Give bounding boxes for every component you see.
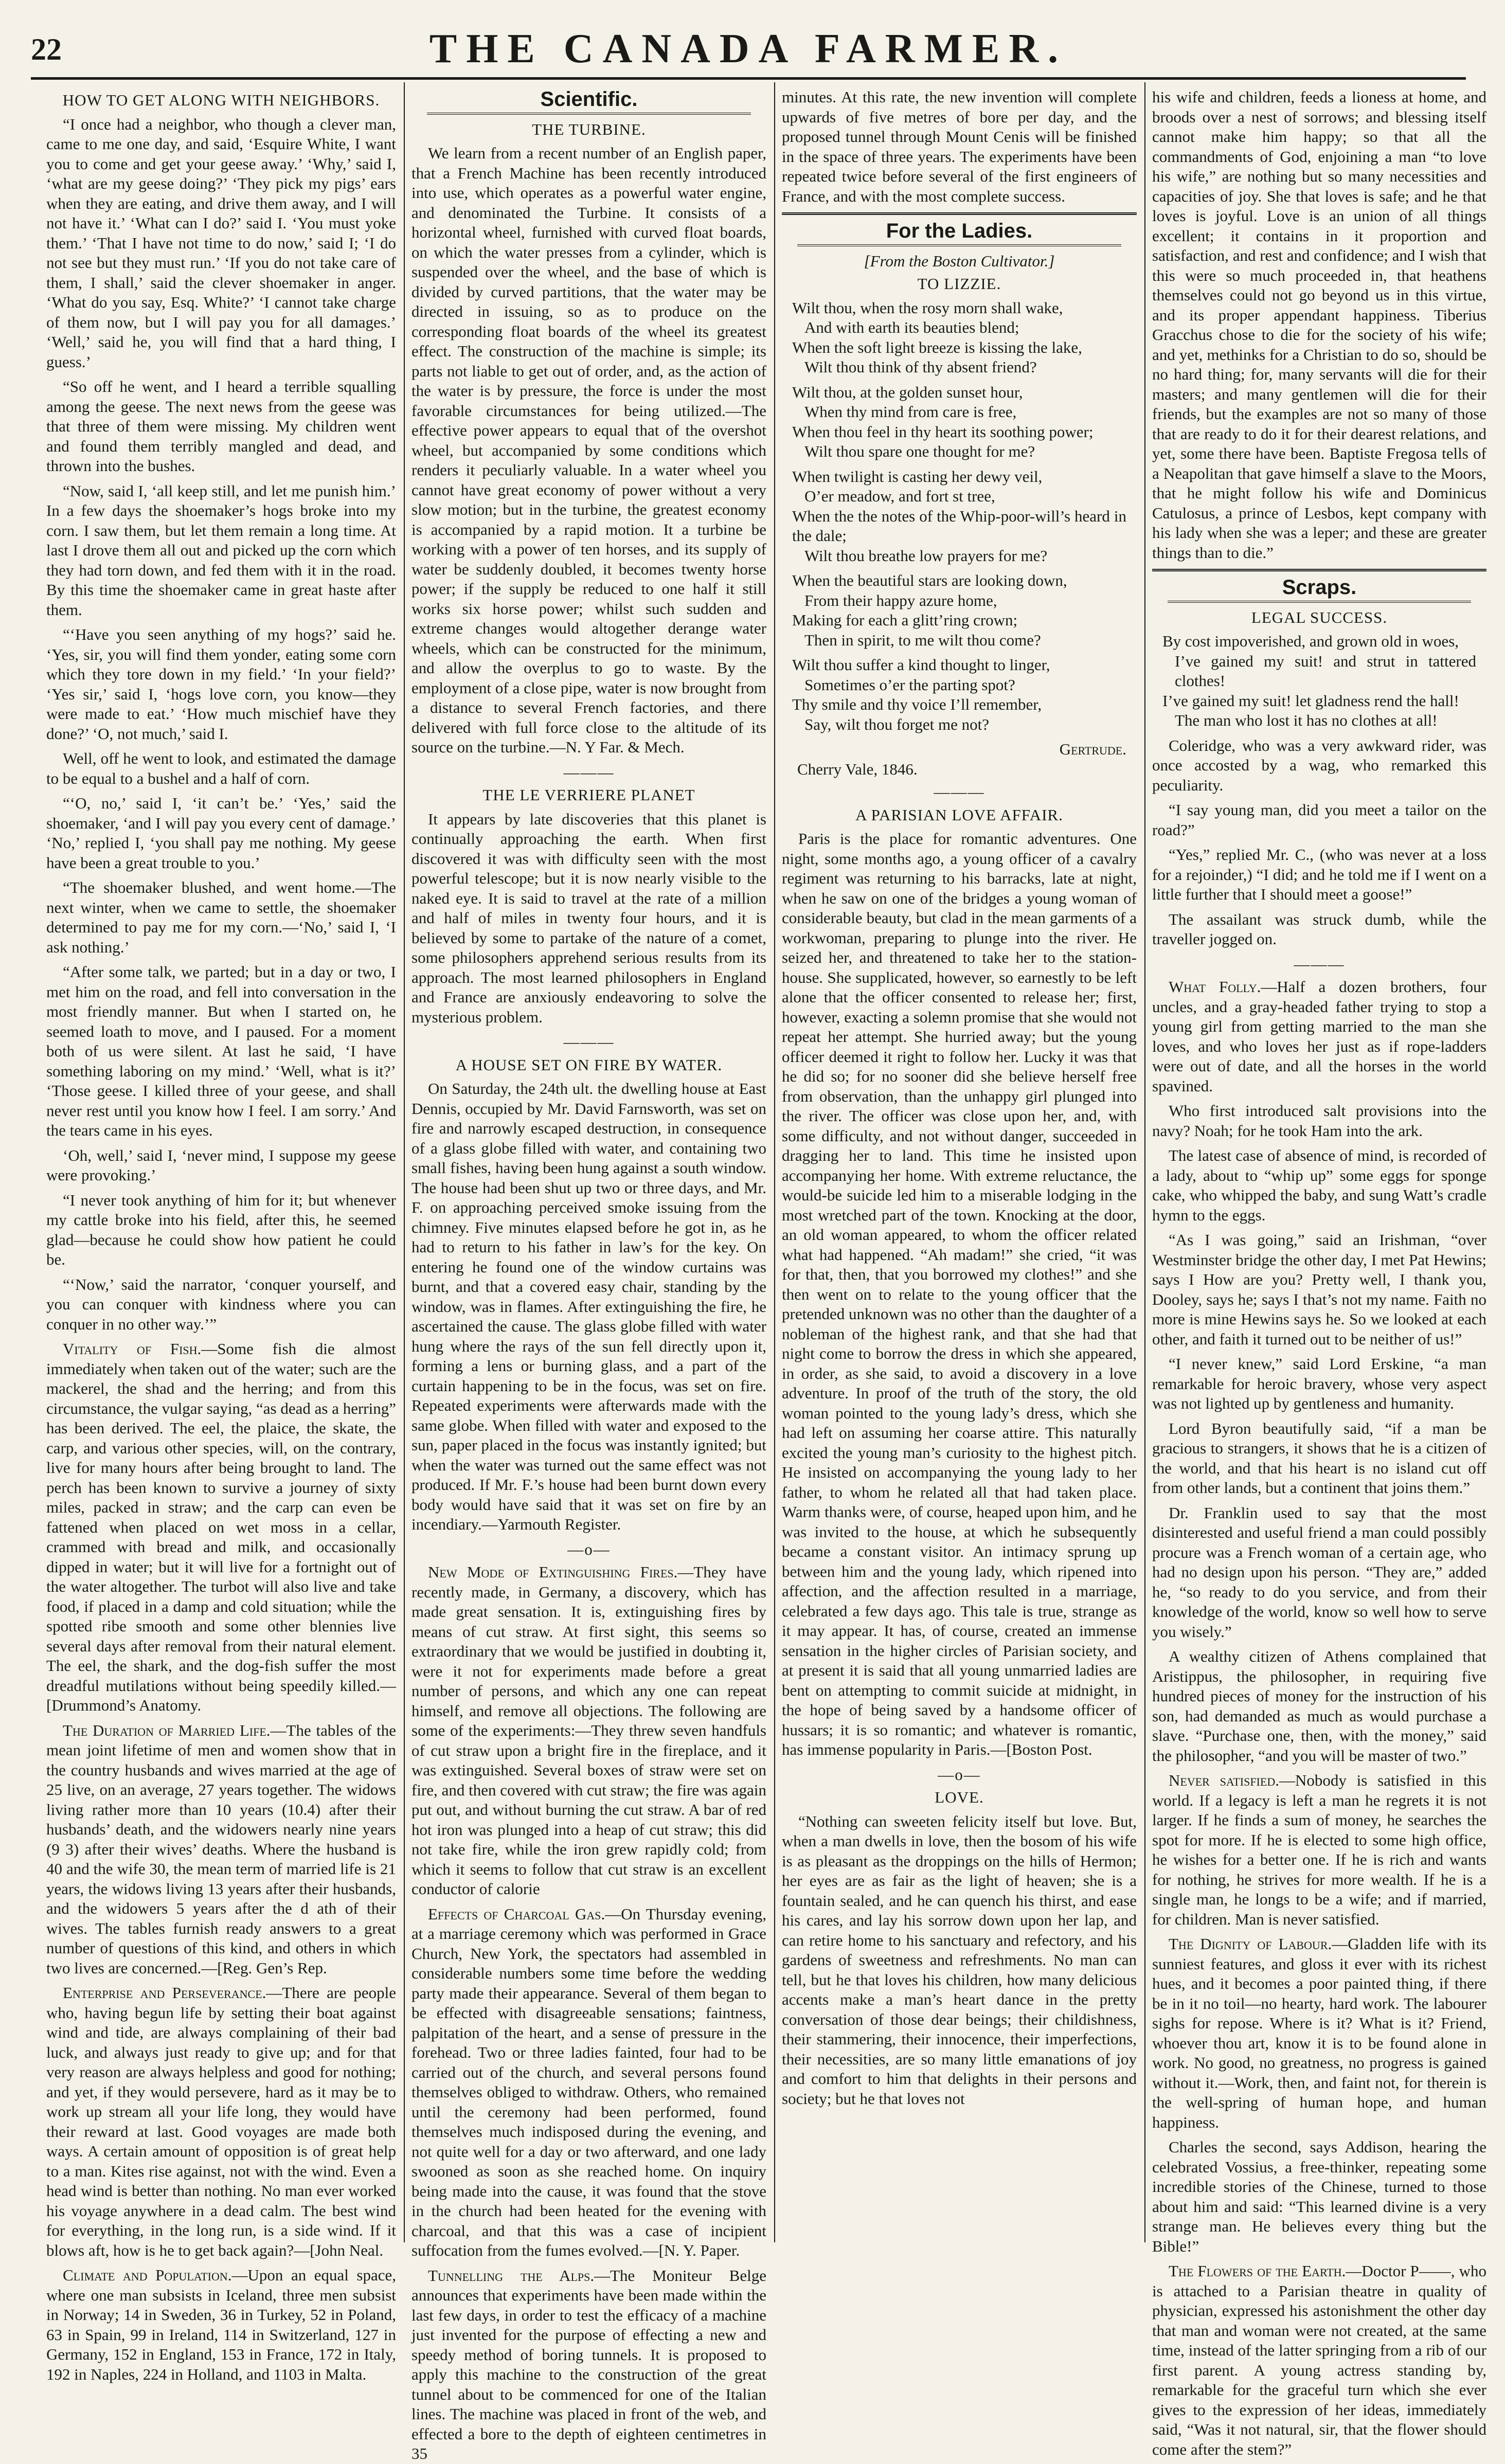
news-item: [46, 1339, 396, 1716]
news-item: [411, 1562, 766, 1899]
anecdote-coleridge: [1152, 736, 1486, 949]
item-text: —On Thursday evening, at a marriage ceremony which was performed in Grace Church, New York, the spectators had assembled in considerable numbers some time before the wedding party made their appearance. Several of them began to be effected with disagreeable sensations; faintness, palpitation of the heart, and a sense of pressure in the forehead. Two or three ladies fainted, four had to be carried out of the church, and several persons found themselves obliged to withdraw. Others, who remained until the ceremony had been performed, found themselves much indisposed during the evening, and not quite well for a day or two afterward, and one lady swooned as soon as she reached home. On inquiry being made into the cause, it was found that the stove in the church had been heated for the evening with charcoal, and that this was a case of incipient suffocation from the fumes evolved.—[N. Y. Paper.: [411, 1904, 767, 2259]
poem-line: When thou feel in thy heart its soothing power;: [792, 422, 1094, 441]
poem-line: Wilt thou suffer a kind thought to linger,: [792, 656, 1050, 674]
news-item: [1152, 1146, 1486, 1225]
item-text: Charles the second, says Addison, hearing the celebrated Vossius, a free-thinker, repeating some incredible stories of the Chinese, turned to those about him and said: “This learned divine is a very strange man. He believes every thing but the Bible!”: [1152, 2138, 1486, 2255]
column-4: [1152, 87, 1486, 2458]
item-text: —Doctor P——, who is attached to a Parisian theatre in quality of physician, expressed his astonishment the other day that man and woman were not created, at the same time, instead of the latter springing from a rib of our first parent. A young actress standing by, remarkable for the graceful turn which she ever gives to the expression of her ideas, immediately said, “Was it not natural, sir, that the flower should come after the stem?”: [1152, 2262, 1486, 2458]
poem-line: Thy smile and thy voice I’ll remember,: [792, 695, 1042, 713]
news-item: [46, 1721, 396, 1979]
poem-line: The man who lost it has no clothes at all!: [1175, 711, 1438, 729]
item-lead: Never satisfied.: [1169, 1771, 1279, 1789]
item-text: —They have recently made, in Germany, a discovery, which has made great sensation. It is, extinguishing fires by means of cut straw. At first sight, this seems so extraordinary that we would be justified in doubting it, were it not for experiments made before a great number of persons, and which any one can repeat himself, and remove all objections. The following are some of the experiments:—They threw seven handfuls of cut straw upon a bright fire in the fireplace, and it was extinguished. Several boxes of straw were set on fire, and then covered with cut straw; the fire was again put out, and without burning the cut straw. A bar of red hot iron was plunged into a heap of cut straw; this did not take fire, while the iron grew rapidly cold; from which it seems to follow that cut straw is an excellent conductor of calorie: [411, 1563, 766, 1898]
column-3: [782, 87, 1137, 2240]
news-item: [1152, 1419, 1486, 1498]
item-text: —There are people who, having begun life by setting their boat against wind and tide, are always complaining of their bad luck, and always just ready to give up; and for that very reason are always helpless and good for nothing; and yet, if they would persevere, hard as it may be to work up stream all your life long, they would have their reward at last. Good voyages are made both ways. A certain amount of opposition is of great help to a man. Kites rise against, not with the wind. Even a head wind is better than nothing. No man ever worked his voyage anywhere in a dead calm. The best wind for everything, in the long run, is a side wind. If it blows aft, how is he to get back again?—[John Neal.: [46, 1984, 396, 2259]
poem-signature: Gertrude.: [1059, 740, 1126, 758]
poem-line: O’er meadow, and fort st tree,: [804, 487, 995, 505]
page-number: 22: [31, 32, 62, 66]
separator: ———: [563, 1033, 615, 1051]
section-heading-ladies: For the Ladies.: [886, 220, 1033, 242]
news-item: [46, 1983, 396, 2260]
article-turbine: We learn from a recent number of an English paper, that a French Machine has been recently introduced into use, which operates as a powerful water engine, and denominated the Turbine. It consists of a horizontal wheel, furnished with curved float boards, on which the water presses from a cylinder, which is suspended over the wheel, and the base of which is divided by curved partitions, that the water may be directed in issuing, so as to produce on the corresponding float boards of the wheel its greatest effect. The construction of the machine is simple; its parts not liable to get out of order, and, as the action of the water is by pressure, the force is under the most favorable circumstances for being utilized.—The effective power appears to equal that of the overshot wheel, but accompanied by some conditions which renders it peculiarly valuable. In a water wheel you cannot have great economy of power without a very slow motion; but in the turbine, the greatest economy is accompanied by a rapid motion. It a turbine be working with a power of ten horses, and its supply of water be suddenly doubled, it becomes twenty horse power; if the supply be reduced to one half it still works six horse power; whilst such sudden and extreme changes would altogether derange water wheels, which can be constructed for the minimum, and allow the overplus to go to waste. By the employment of a close pipe, water is now brought from a distance to several French factories, and there delivered with full force close to the altitude of its source on the turbine.—N. Y Far. & Mech.: [411, 144, 766, 756]
paragraph: Coleridge, who was a very awkward rider, was once accosted by a wag, who remarked this peculiarity.: [1152, 736, 1486, 794]
paragraph: “Yes,” replied Mr. C., (who was never at a loss for a rejoinder,) “I did; and he told me if I went on a little further that I should meet a goose!”: [1152, 846, 1486, 903]
paragraph: “I once had a neighbor, who though a clever man, came to me one day, and said, ‘Esquire White, I want you to come and get your geese away.’ ‘Why,’ said I, ‘what are my geese doing?’ ‘They pick my pigs’ ears when they are eating, and drive them away, and I will not have it.’ ‘What can I do?’ said I. ‘You must yoke them.’ ‘That I have not time to do now,’ said I; ‘I do not see but they must run.’ ‘If you do not take care of them, I shall,’ said the clever shoemaker in anger. ‘What do you say, Esq. White?’ ‘I cannot take charge of them now, but I will pay you for all damages.’ ‘Well,’ said he, you will find that a hard thing, I guess.’: [46, 115, 396, 371]
separator: ———: [1294, 955, 1345, 973]
article-parisian: Paris is the place for romantic adventures. One night, some months ago, a young officer of a cavalry regiment was returning to his barracks, late at night, when he saw on one of the bridges a young woman of considerable beauty, but clad in the mean garments of a workwoman, preparing to plunge into the river. He seized her, and threatened to take her to the station-house. She supplicated, however, so earnestly to be left alone that the officer consented to release her; first, however, exacting a solemn promise that she would not repeat her attempt. She hurried away; but the young officer deemed it right to follow her. Lucky it was that he did so; for no sooner did she believe herself free from observation, than the unhappy girl plunged into the river. The officer was close upon her, and, with some difficulty, and not without danger, succeeded in dragging her to land. This time he insisted upon accompanying her home. With extreme reluctance, the would-be suicide led him to a miserable lodging in the most wretched part of the town. Knocking at the door, an old woman appeared, to whom the officer related what had happened. “Ah madam!” she cried, “it was for that, then, that you borrowed my clothes!” and she then went on to relate to the young officer that the pretended unknown was no other than the daughter of a nobleman of the highest rank, and that she had that night come to borrow the dress in which she appeared, in order, as she said, to avoid a discovery in a love adventure. In proof of the truth of the story, the old woman pointed to the young lady’s dress, which she had left on assuming her coarse attire. This naturally excited the young man’s curiosity to the highest pitch. He insisted on accompanying the young lady to her father, to whom he related all that had taken place. Warm thanks were, of course, heaped upon him, and he was invited to the house, at which he subsequently became a constant visitor. An intimacy sprung up between him and the young lady, which ripened into affection, and the affection resulted in a marriage, celebrated a few days ago. This tale is true, strange as it may appear. It has, of course, created an immense sensation in the higher circles of Parisian society, and at present it is said that all young unmarried ladies are bent on attempting to commit suicide at midnight, in the hope of being saved by a handsome officer of hussars; it is so romantic; and whatever is romantic, has immense popularity in Paris.—[Boston Post.: [782, 830, 1137, 1758]
separator: —o—: [567, 1540, 611, 1558]
poem-line: From their happy azure home,: [804, 591, 997, 609]
poem-line: When the soft light breeze is kissing the lake,: [792, 338, 1082, 356]
header-rule: [31, 77, 1466, 80]
poem-line: When the beautiful stars are looking down,: [792, 571, 1067, 589]
separator: —o—: [938, 1765, 981, 1784]
paragraph: “After some talk, we parted; but in a day or two, I met him on the road, and fell into conversation in the most friendly manner. But when I started on, he seemed loath to move, and I paused. For a moment both of us were silent. At last he said, ‘I have something laboring on my mind.’ ‘Well, what is it?’ ‘Those geese. I killed three of your geese, and shall never rest until you know how I feel. I am sorry.’ And the tears came in his eyes.: [46, 963, 396, 1139]
news-item: [1152, 1354, 1486, 1414]
poem-line: When twilight is casting her dewy veil,: [792, 467, 1043, 485]
separator: ———: [563, 763, 615, 781]
article-fire: On Saturday, the 24th ult. the dwelling house at East Dennis, occupied by Mr. David Farnsworth, was set on fire and narrowly escaped destruction, in consequence of a glass globe filled with water, and containing two small fishes, having been hung against a south window. The house had been shut up two or three days, and Mr. F. on approaching perceived smoke issuing from the chimney. Five minutes elapsed before he got in, as he had to return to his father in law’s for the key. On entering he found one of the window curtains was burnt, and that a covered easy chair, standing by the window, was in flames. After extinguishing the fire, he ascertained the cause. The glass globe filled with water hung where the rays of the sun fell directly upon it, forming a lens or burning glass, and a part of the curtain happening to be in the focus, was set on fire. Repeated experiments were afterwards made with the same globe. When filled with water and exposed to the sun, paper placed in the focus was instantly ignited; but when the water was turned out the same effect was not produced. If Mr. F.’s house had been burnt down every body would have said that it was set on fire by an incendiary.—Yarmouth Register.: [411, 1080, 766, 1533]
poem-line: By cost impoverished, and grown old in woes,: [1162, 632, 1459, 650]
paragraph: “I never took anything of him for it; but whenever my cattle broke into his field, after this, he seemed glad—because he could show how patient he could be.: [46, 1191, 396, 1268]
poem-line: Then in spirit, to me wilt thou come?: [804, 631, 1041, 649]
section-rule: [1168, 601, 1471, 603]
poem-line: I’ve gained my suit! and strut in tattered clothes!: [1175, 652, 1476, 690]
section-rule: [427, 113, 751, 115]
section-rule: [797, 244, 1121, 246]
news-item: [1152, 2261, 1486, 2459]
paragraph: “‘Have you seen anything of my hogs?’ said he. ‘Yes, sir, you will find them yonder, eating some corn which they tore down in my field.’ ‘In your field?’ ‘Yes sir,’ said I, ‘hogs love corn, you know—they were made to eat.’ ‘How much mischief have they done?’ ‘O, not much,’ said I.: [46, 625, 396, 743]
poem-line: Say, wilt thou forget me not?: [804, 715, 990, 733]
article-title-legal-success: LEGAL SUCCESS.: [1251, 608, 1388, 626]
article-title-planet: THE LE VERRIERE PLANET: [482, 786, 695, 804]
article-neighbors: [46, 115, 396, 1335]
poem-line: And with earth its beauties blend;: [804, 318, 1019, 336]
paragraph: Well, off he went to look, and estimated the damage to be equal to a bushel and a half of corn.: [46, 749, 396, 787]
paragraph: “‘Now,’ said the narrator, ‘conquer yourself, and you can conquer with kindness where you can conquer in no other way.’”: [46, 1275, 396, 1333]
column-1-items: [46, 1339, 396, 2384]
item-lead: Enterprise and Perseverance.: [63, 1984, 266, 2002]
poem-line: Making for each a glitt’ring crown;: [792, 611, 1018, 629]
item-lead: The Duration of Married Life.: [63, 1721, 271, 1739]
article-title-fire: A HOUSE SET ON FIRE BY WATER.: [455, 1055, 723, 1074]
news-item: [1152, 1934, 1486, 2132]
paragraph: “‘O, no,’ said I, ‘it can’t be.’ ‘Yes,’ said the shoemaker, ‘and I will pay you every cent of damage.’ ‘No,’ replied I, ‘you shall pay me nothing. My geese have been a great trouble to you.’: [46, 794, 396, 872]
poem-line: Wilt thou breathe low prayers for me?: [804, 546, 1048, 565]
item-lead: New Mode of Extinguishing Fires.: [428, 1563, 678, 1581]
poem-title: TO LIZZIE.: [917, 275, 1001, 293]
section-heading-scientific: Scientific.: [540, 88, 638, 111]
news-item: [1152, 1230, 1486, 1349]
item-text: —The tables of the mean joint lifetime of men and women show that in the country husbands and wives married at the age of 25 live, on an average, 27 years together. The widows living rather more than 10 years (10.4) after their husbands’ death, and the widowers nearly nine years (9 3) after their wives’ deaths. Where the husband is 40 and the wife 30, the mean term of married life is 21 years, the widows living 13 years after their husbands, and the widowers 5 years after the d ath of their wives. The tables furnish ready answers to a great number of questions of this kind, and others in which two lives are concerned.—[Reg. Gen’s Rep.: [46, 1721, 396, 1977]
column-2-items: [411, 1562, 766, 2464]
paragraph: “Now, said I, ‘all keep still, and let me punish him.’ In a few days the shoemaker’s hogs broke into my corn. I saw them, but let them remain a long time. At last I drove them all out and picked up the corn which they had torn down, and fed them with it in the road. By this time the shoemaker came in great haste after them.: [46, 481, 396, 619]
news-item: [1152, 1503, 1486, 1642]
poem-line: When the the notes of the Whip-poor-will’s heard in the dale;: [792, 507, 1126, 545]
poem-line: Wilt thou spare one thought for me?: [804, 442, 1035, 460]
item-lead: Tunnelling the Alps.: [428, 2266, 595, 2285]
article-love: “Nothing can sweeten felicity itself but love. But, when a man dwells in love, then the bosom of his wife is as pleasant as the droppings on the hills of Hermon; her eyes are as fair as the light of heaven; she is a fountain sealed, and he can quench his thirst, and ease his cares, and lay his sorrow down upon her lap, and can retire home to his sanctuary and refectory, and his gardens of sweetness and refreshments. No man can tell, but he that loves his children, how many delicious accents make a man’s heart dance in the pretty conversation of those dear beings; their childishness, their stammering, their innocence, their imperfections, their necessities, are so many little emanations of joy and comfort to him that delights in their persons and society; but he that loves not: [782, 1812, 1137, 2108]
item-text: —Some fish die almost immediately when taken out of the water; such are the mackerel, the shad and the herring; and from this circumstance, the vulgar saying, “as dead as a herring” has been derived. The eel, the plaice, the skate, the carp, and various other species, will, on the contrary, live for many hours after being brought to land. The perch has been known to survive a journey of sixty miles, packed in straw; and the carp can even be fattened when placed on wet moss in a cellar, crammed with bread and milk, and occasionally dipped in water; but it will live for a fortnight out of the water altogether. The turbot will also live and take food, if placed in a damp and cold situation; while the spotted ribe smooth and some other blennies live several days after removal from their natural element. The eel, the shark, and the dog-fish suffer the most dreadful mutilations without being speedily killed.—[Drummond’s Anatomy.: [46, 1340, 396, 1714]
item-text: —Half a dozen brothers, four uncles, and a gray-headed father trying to stop a young girl from getting married to the man she loves, and who loves her just as if rope-ladders were out of date, and all the horses in the world spavined.: [1152, 978, 1486, 1095]
section-rule: [782, 212, 1137, 215]
paragraph: “I say young man, did you meet a tailor on the road?”: [1152, 801, 1486, 839]
poem-line: Wilt thou think of thy absent friend?: [804, 358, 1037, 376]
news-item: [1152, 1771, 1486, 1929]
news-item: [1152, 977, 1486, 1096]
item-lead: What Folly.: [1169, 978, 1261, 996]
item-text: —Upon an equal space, where one man subsists in Iceland, three men subsist in Norway; 14 in Sweden, 36 in Turkey, 52 in Poland, 63 in Spain, 99 in Ireland, 114 in Switzerland, 127 in Germany, 152 in England, 153 in France, 172 in Italy, 192 in Naples, 224 in Holland, and 1103 in Malta.: [46, 2266, 397, 2383]
item-text: The latest case of absence of mind, is recorded of a lady, about to “whip up” some eggs for sponge cake, who whipped the baby, and sung Watt’s cradle hymn to the eggs.: [1152, 1146, 1486, 1224]
article-title-neighbors: HOW TO GET ALONG WITH NEIGHBORS.: [62, 91, 380, 109]
item-lead: Vitality of Fish.: [63, 1340, 202, 1358]
poem-to-lizzie: [792, 298, 1126, 735]
paragraph: The assailant was struck dumb, while the traveller jogged on.: [1152, 910, 1486, 948]
news-item: [1152, 1101, 1486, 1141]
article-love-continued: his wife and children, feeds a lioness at home, and broods over a nest of sorrows; and blessing itself cannot make him happy; so that all the commandments of God, enjoining a man “to love his wife,” are nothing but so many necessities and capacities of joy. She that loves is safe; and he that loves is joyful. Love is an union of all things excellent; it contains in it proportion and satisfaction, and rest and confidence; and I wish that this were so much proceeded in, that heathens themselves could not go beyond us in this virtue, and its proper appendant happiness. Tiberius Gracchus chose to die for the society of his wife; and yet, methinks for a Christian to do so, should be no hard thing; for, many servants will die for their masters; and many gentlemen will die for their friends, but the examples are not so many of those that are ready to do it for their dearest relations, and yet, some there have been. Baptiste Fregosa tells of a Neapolitan that gave himself a slave to the Moors, that he might follow his wife and Dominicus Catulosus, a prince of Lesbos, kept company with his lady when she was a leper; and these are greater things than to die.”: [1152, 88, 1486, 562]
article-title-love: LOVE.: [935, 1788, 984, 1806]
item-text: Lord Byron beautifully said, “if a man be gracious to strangers, it shows that he is a citizen of the world, and that his heart is no island cut off from other lands, but a continent that joins them.”: [1152, 1419, 1486, 1497]
news-item: [1152, 1647, 1486, 1766]
column-1: [46, 87, 397, 2383]
poem-line: When thy mind from care is free,: [804, 403, 1017, 421]
article-title-parisian: A PARISIAN LOVE AFFAIR.: [855, 805, 1063, 824]
item-text: —Gladden life with its sunniest features, and gloss it ever with its richest hues, and it becomes a poor painted thing, if there be in it no toil—no hearty, hard work. The labourer sighs for repose. Where is it? What is it? Friend, whoever thou art, know it is to be found alone in work. No good, no greatness, no progress is gained without it.—Work, then, and faint not, for therein is the well-spring of human hope, and human happiness.: [1152, 1935, 1486, 2131]
item-text: “As I was going,” said an Irishman, “over Westminster bridge the other day, I met Pat Hewins; says I How are you? Pretty well, I thank you, Dooley, says he; says I that’s not my name. Faith no more is mine Hewins says he. So we looked at each other, and faith it turned out to be neither of us!”: [1152, 1231, 1486, 1348]
news-item: [1152, 2137, 1486, 2256]
item-lead: Effects of Charcoal Gas.: [428, 1904, 605, 1923]
item-text: A wealthy citizen of Athens complained that Aristippus, the philosopher, in requiring five hundred pieces of money for the instruction of his son, had demanded as much as would purchase a slave. “Purchase one, then, with the money,” said the philosopher, “and you will be master of two.”: [1152, 1647, 1486, 1765]
section-heading-scraps: Scraps.: [1282, 576, 1357, 599]
item-text: Dr. Franklin used to say that the most disinterested and useful friend a man could possibly procure was a French woman of a certain age, who had no design upon his person. “They are,” added he, “so ready to do you service, and from their knowledge of the world, know so well how to serve you wisely.”: [1152, 1503, 1486, 1641]
column-2: [411, 87, 767, 2462]
poem-source: [From the Boston Cultivator.]: [864, 251, 1055, 270]
poem-line: Wilt thou, at the golden sunset hour,: [792, 383, 1023, 401]
poem-line: Wilt thou, when the rosy morn shall wake,: [792, 298, 1063, 317]
article-title-turbine: THE TURBINE.: [532, 120, 646, 138]
column-divider: [774, 82, 775, 2242]
item-lead: Climate and Population.: [63, 2266, 232, 2284]
item-lead: The Flowers of the Earth.: [1169, 2262, 1346, 2280]
item-lead: The Dignity of Labour.: [1169, 1935, 1332, 1953]
section-rule: [1152, 569, 1486, 571]
poem-place-date: Cherry Vale, 1846.: [797, 760, 918, 778]
paragraph: “The shoemaker blushed, and went home.—The next winter, when we came to settle, the shoemaker determined to pay me for my corn.—‘No,’ said I, ‘I ask nothing.’: [46, 878, 396, 956]
page-header: [31, 26, 1466, 72]
paragraph: ‘Oh, well,’ said I, ‘never mind, I suppose my geese were provoking.’: [46, 1146, 396, 1184]
item-text: —The Moniteur Belge announces that experiments have been made within the last few days, in order to test the efficacy of a machine just invented for the purpose of effecting a new and speedy method of boring tunnels. It is proposed to apply this machine to the construction of the great tunnel about to be commenced for one of the Italian lines. The machine was placed in front of the web, and effected a bore to the depth of eighteen centimetres in 35: [411, 2266, 766, 2462]
column-divider: [404, 82, 405, 2242]
news-item: [46, 2265, 396, 2384]
column-divider: [1144, 82, 1145, 2242]
news-item: [411, 1904, 766, 2261]
item-text: —Nobody is satisfied in this world. If a legacy is left a man he regrets it is not larger. If he finds a sum of money, he searches the spot for more. If he is elected to some high office, he wishes for a better one. If he is rich and wants for nothing, he strives for more wealth. If he is a single man, he longs to be a wife; and if married, for children. Man is never satisfied.: [1152, 1771, 1486, 1928]
masthead-title: THE CANADA FARMER.: [429, 26, 1068, 71]
poem-line: Sometimes o’er the parting spot?: [804, 675, 1015, 694]
column-4-items: [1152, 977, 1486, 2459]
article-tunnel-continued: minutes. At this rate, the new invention will complete upwards of five metres of bore per day, and the proposed tunnel through Mount Cenis will be finished in the space of three years. The experiments have been repeated twice before several of the first engineers of France, and with the most complete success.: [782, 88, 1137, 205]
article-planet: It appears by late discoveries that this planet is continually approaching the earth. When first discovered it was with difficulty seen with the most powerful telescope; but it is now nearly visible to the naked eye. It is said to travel at the rate of a million and half of miles in twenty four hours, and it is believed by some to partake of the nature of a comet, some philosophers apprehend serious results from its approach. The most learned philosophers in England and France are anxiously endeavoring to solve the mysterious problem.: [411, 810, 766, 1026]
poem-legal-success: [1162, 632, 1476, 731]
paragraph: “So off he went, and I heard a terrible squalling among the geese. The next news from the geese was that three of them were missing. My children went and found them terribly mangled and dead, and thrown into the bushes.: [46, 377, 396, 475]
item-text: Who first introduced salt provisions into the navy? Noah; for he took Ham into the ark.: [1152, 1102, 1486, 1140]
item-text: “I never knew,” said Lord Erskine, “a man remarkable for heroic bravery, whose very aspect was not lighted up by gentleness and humanity.: [1152, 1355, 1486, 1412]
news-item: [411, 2266, 766, 2464]
poem-line: I’ve gained my suit! let gladness rend the hall!: [1162, 691, 1459, 710]
separator: ———: [934, 783, 985, 801]
